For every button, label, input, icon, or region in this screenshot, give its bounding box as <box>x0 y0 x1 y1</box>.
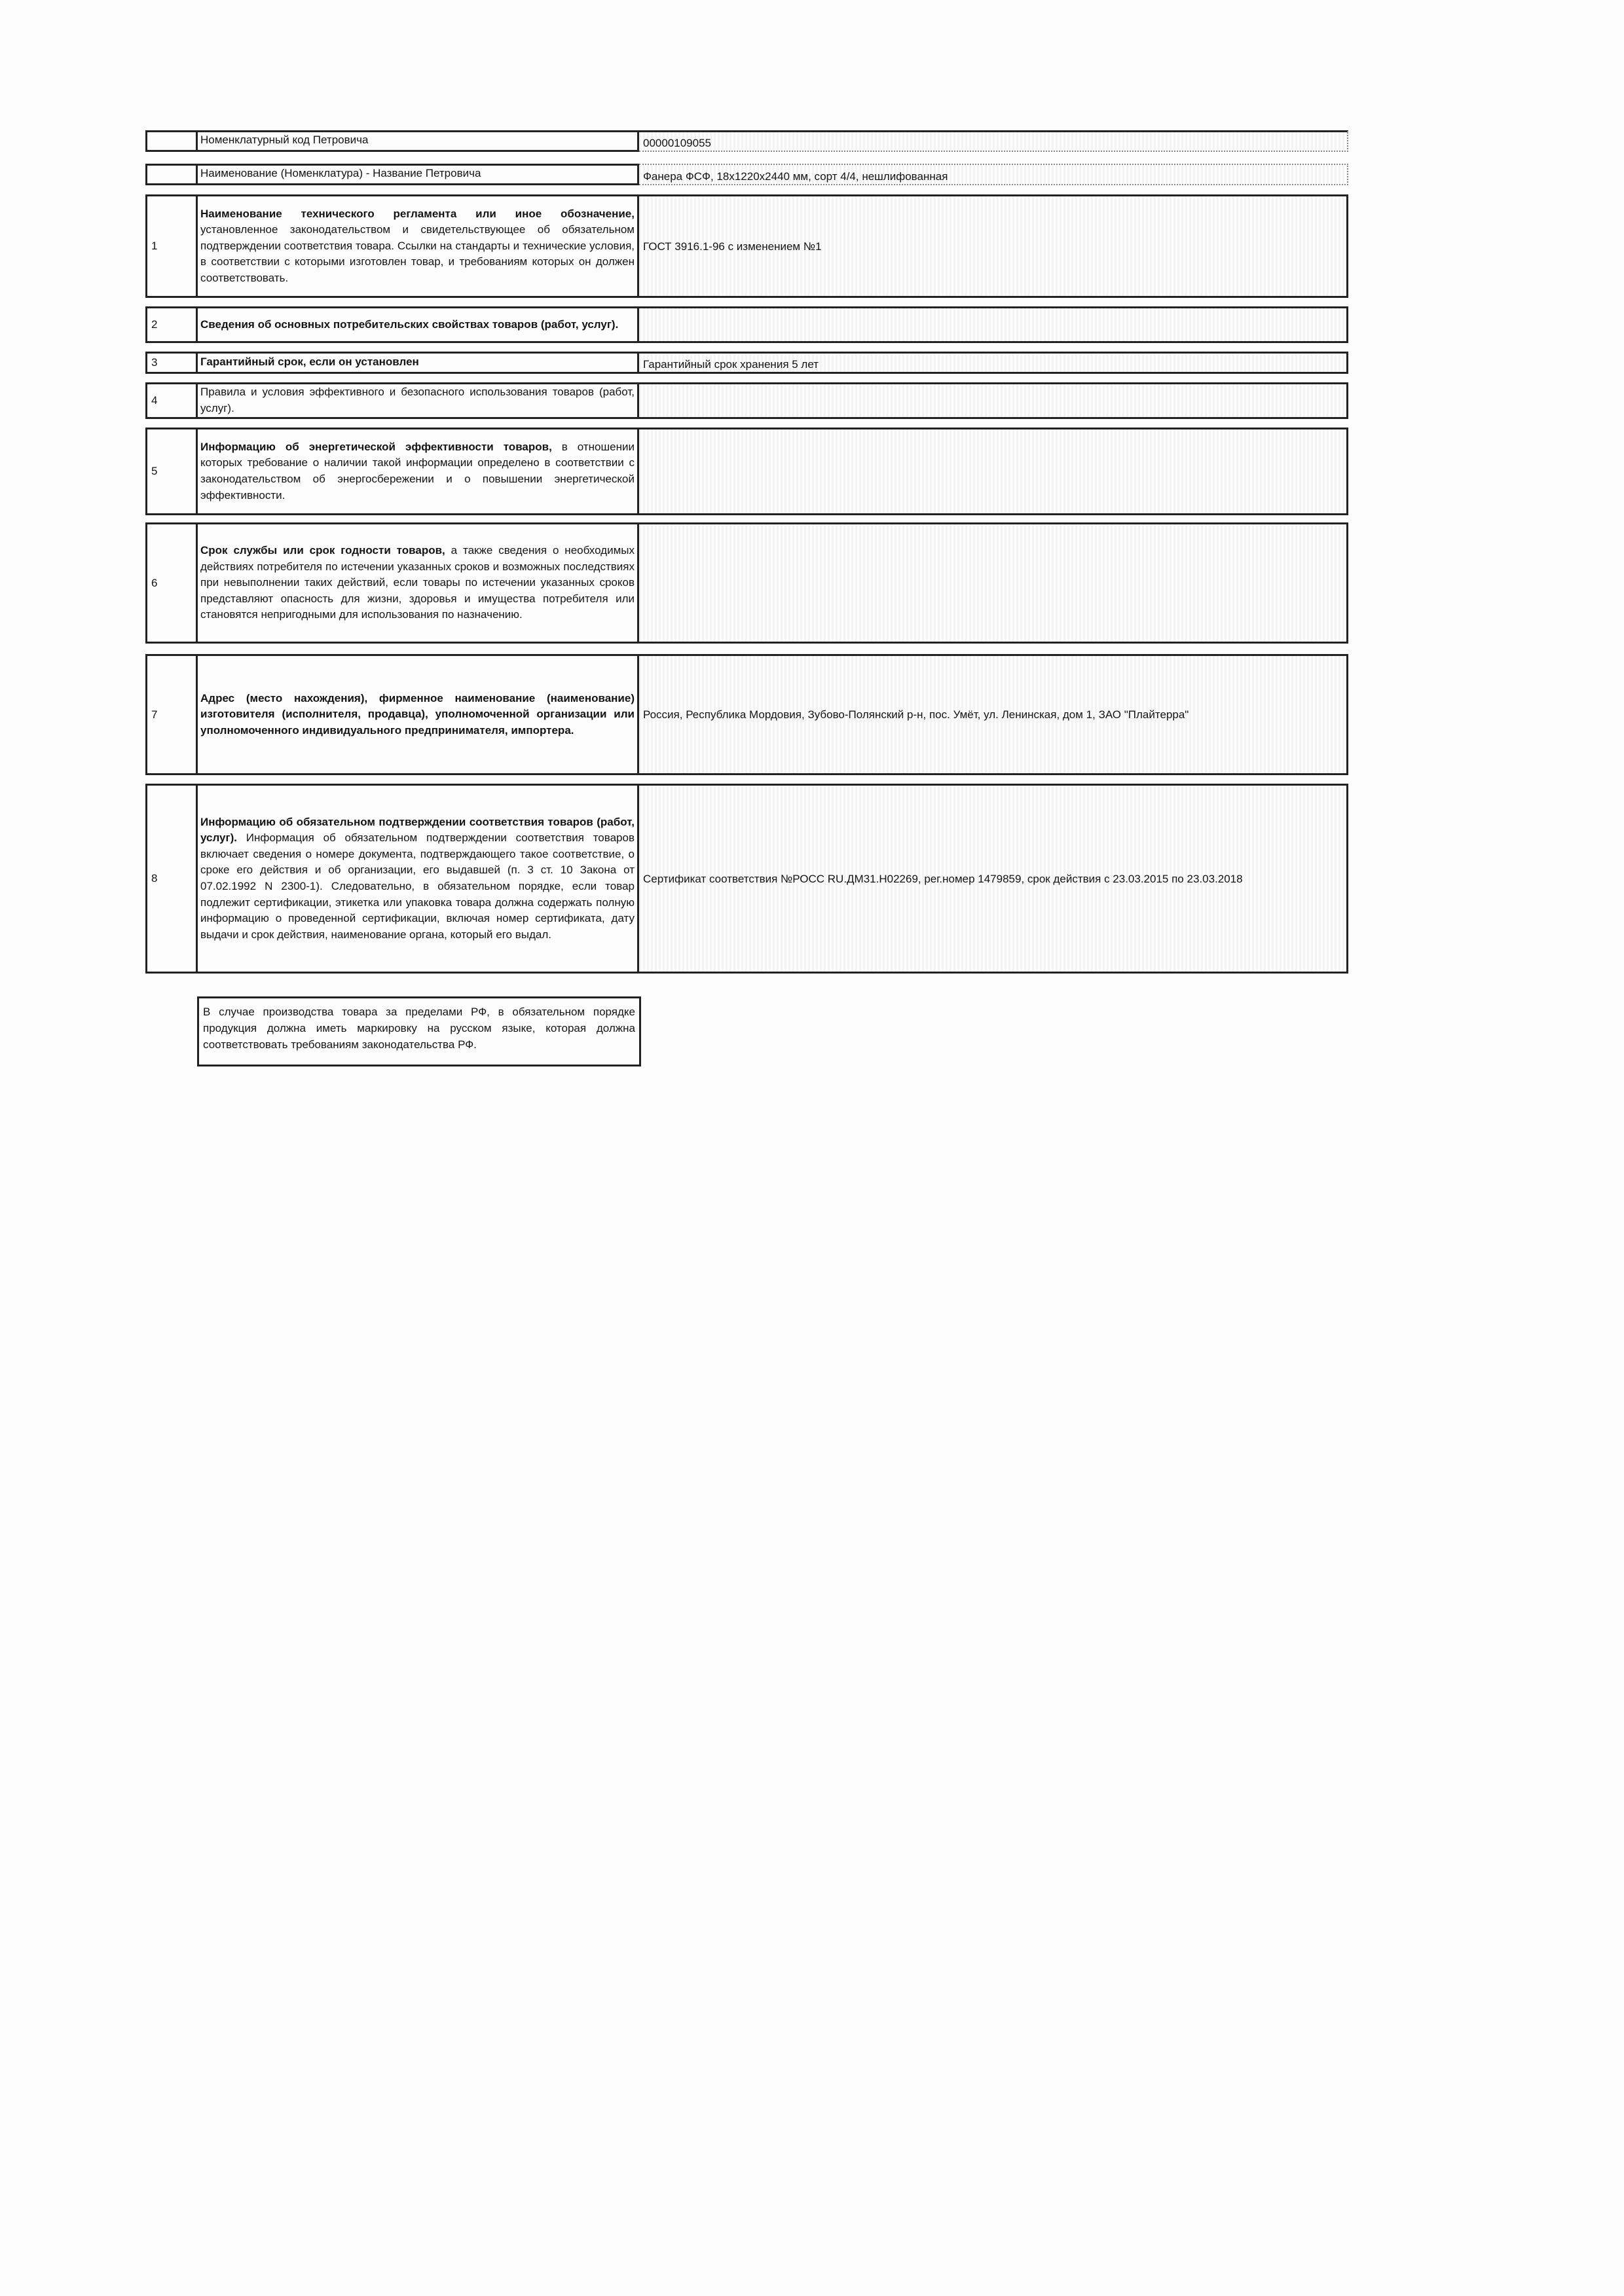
row-label: Наименование технического регламента или иное обозначение, установленное законодательством и свидетельствующее об обязательном подтверждении соответствия товара. Ссылки на стандарты и технические условия, в соответствии с которыми изготовлен товар, и требованиям которых он должен соответствовать. <box>198 194 639 298</box>
table-row <box>145 194 1348 298</box>
table-row <box>145 654 1348 775</box>
table-row <box>145 428 1348 515</box>
table-row <box>145 352 1348 374</box>
row-label: Гарантийный срок, если он установлен <box>198 352 639 374</box>
row-value <box>639 428 1348 515</box>
row-value: Фанера ФСФ, 18x1220x2440 мм, сорт 4/4, нешлифованная <box>639 164 1348 185</box>
row-label: Наименование (Номенклатура) - Название Петровича <box>198 164 639 185</box>
row-value: Россия, Республика Мордовия, Зубово-Полянский р-н, пос. Умёт, ул. Ленинская, дом 1, ЗАО "Плайтерра" <box>639 654 1348 775</box>
row-number: 7 <box>145 654 198 775</box>
table-row <box>145 784 1348 974</box>
table-row <box>145 382 1348 419</box>
row-label: Срок службы или срок годности товаров, а также сведения о необходимых действиях потребителя по истечении указанных сроков и возможных последствиях при невыполнении таких действий, если товары по истечении указанных сроков представляют опасность для жизни, здоровья и имущества потребителя или становятся непригодными для использования по назначению. <box>198 522 639 644</box>
row-value <box>639 382 1348 419</box>
row-label: Информацию об энергетической эффективности товаров, в отношении которых требование о наличии такой информации определено в соответствии с законодательством об энергосбережении и о повышении энергетической эффективности. <box>198 428 639 515</box>
table-row <box>145 306 1348 343</box>
row-number: 5 <box>145 428 198 515</box>
row-number: 3 <box>145 352 198 374</box>
row-value: Гарантийный срок хранения 5 лет <box>639 352 1348 374</box>
footnote-box: В случае производства товара за пределами РФ, в обязательном порядке продукция должна иметь маркировку на русском языке, которая должна соответствовать требованиям законодательства РФ. <box>197 996 641 1066</box>
row-value: ГОСТ 3916.1-96 с изменением №1 <box>639 194 1348 298</box>
row-number-cell <box>145 164 198 185</box>
row-value: Сертификат соответствия №РОСС RU.ДМ31.Н02269, рег.номер 1479859, срок действия с 23.03.2015 по 23.03.2018 <box>639 784 1348 974</box>
row-value <box>639 522 1348 644</box>
row-value: 00000109055 <box>639 130 1348 152</box>
row-label: Сведения об основных потребительских свойствах товаров (работ, услуг). <box>198 306 639 343</box>
row-number-cell <box>145 130 198 152</box>
row-number: 2 <box>145 306 198 343</box>
row-number: 6 <box>145 522 198 644</box>
row-label: Адрес (место нахождения), фирменное наименование (наименование) изготовителя (исполнителя, продавца), уполномоченной организации или уполномоченного индивидуального предпринимателя, импортера. <box>198 654 639 775</box>
row-label: Информацию об обязательном подтверждении соответствия товаров (работ, услуг). Информация об обязательном подтверждении соответствия товаров включает сведения о номере документа, подтверждающего такое соответствие, о сроке его действия и об организации, его выдавшей (п. 3 ст. 10 Закона от 07.02.1992 N 2300-1). Следовательно, в обязательном порядке, если товар подлежит сертификации, этикетка или упаковка товара должна содержать полную информацию о проведенной сертификации, включая номер сертификата, дату выдачи и срок действия, наименование органа, который его выдал. <box>198 784 639 974</box>
table-row <box>145 522 1348 644</box>
row-number: 1 <box>145 194 198 298</box>
table-row-nomenclature-code <box>145 130 1348 152</box>
table-row-nomenclature-name <box>145 164 1348 185</box>
row-number: 8 <box>145 784 198 974</box>
row-number: 4 <box>145 382 198 419</box>
row-value <box>639 306 1348 343</box>
row-label: Номенклатурный код Петровича <box>198 130 639 152</box>
row-label: Правила и условия эффективного и безопасного использования товаров (работ, услуг). <box>198 382 639 419</box>
